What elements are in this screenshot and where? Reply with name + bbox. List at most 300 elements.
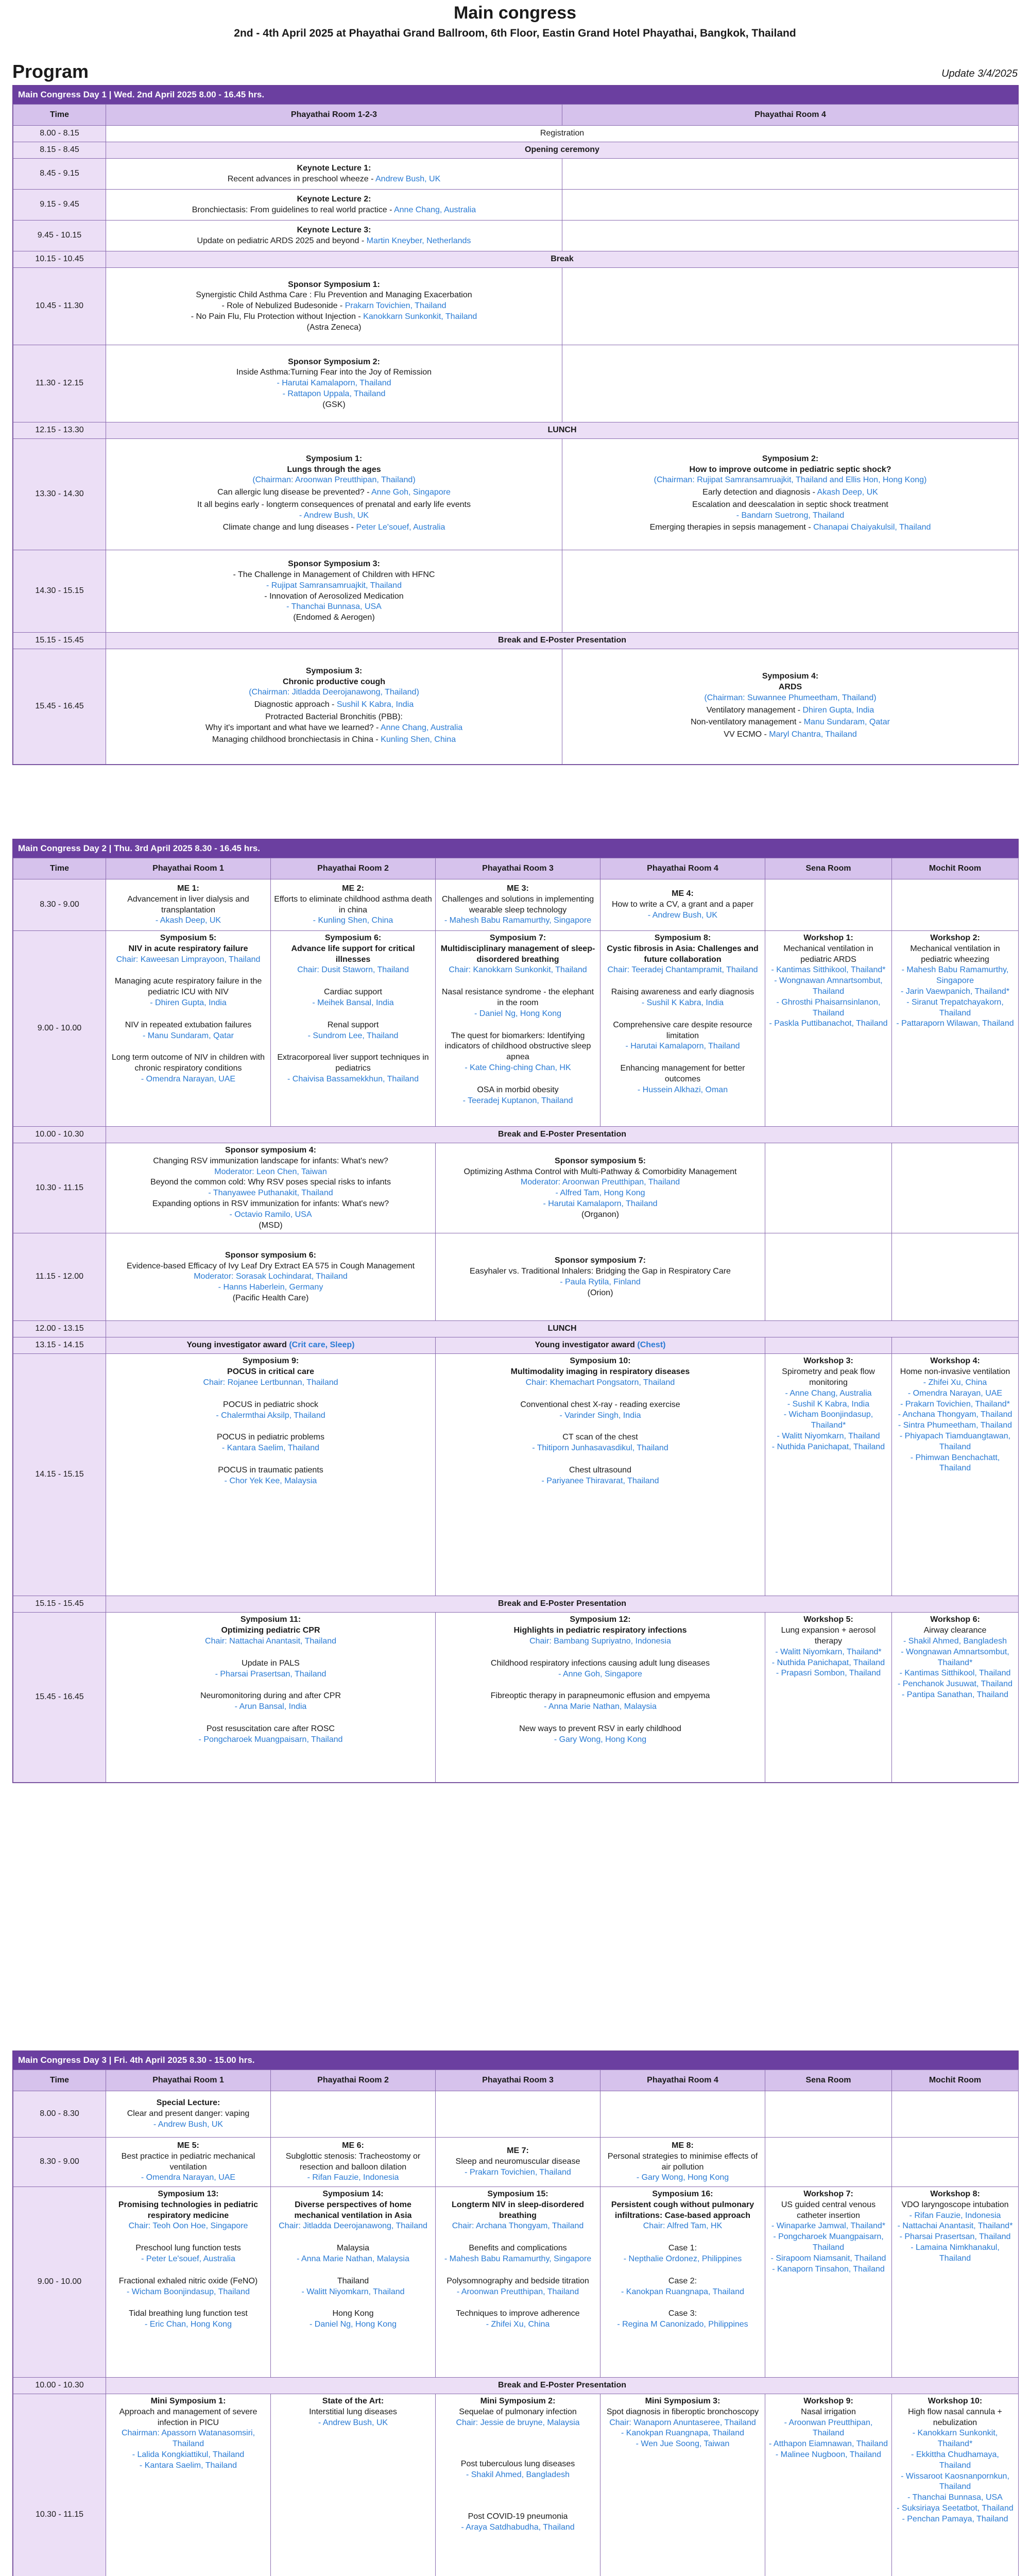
day3-section xyxy=(12,2050,1019,2576)
talk-title: Best practice in pediatric mechanical ventilation xyxy=(121,2151,255,2172)
speaker: - Anna Marie Nathan, Malaysia xyxy=(297,2254,409,2263)
talk-title: Personal strategies to minimise effects of air pollution xyxy=(607,2151,758,2172)
faculty-list: - Mahesh Babu Ramamurthy, Singapore - Jarin Vaewpanich, Thailand* - Siranut Trepatchayakorn, Thailand - Pattaraporn Wilawan, Thailand xyxy=(896,965,1014,1028)
speaker: Andrew Bush, UK xyxy=(375,174,441,183)
session-subtitle: Approach and management of severe infection in PICU xyxy=(119,2407,258,2427)
session-title: Workshop 1: xyxy=(803,934,853,942)
talk-title: Post tuberculous lung diseases xyxy=(460,2460,575,2469)
chairman: Chair: Teeradej Chantampramit, Thailand xyxy=(607,965,758,975)
session-subtitle: Promising technologies in pediatric respiratory medicine xyxy=(118,2200,259,2220)
session-title: Sponsor symposium 5: xyxy=(555,1156,646,1165)
faculty-list: - Kanokkarn Sunkonkit, Thailand* - Ekkittha Chudhamaya, Thailand - Wissaroot Kaosnanpornkun, Thailand - Thanchai Bunnasa, USA - Suksiriaya Seetatbot, Thailand - Penchan Pamaya, Thailand xyxy=(897,2429,1014,2523)
talk-item xyxy=(604,2276,762,2298)
faculty-list: - Winaparke Jamwal, Thailand* - Pongcharoek Muangpaisarn, Thailand - Sirapoom Niamsanit, Thailand - Kanaporn Tinsahon, Thailand xyxy=(770,2222,886,2274)
session-subtitle: Longterm NIV in sleep-disordered breathing xyxy=(452,2200,584,2220)
chairman: Chair: Dusit Staworn, Thailand xyxy=(297,965,409,975)
session-title: ME 6: xyxy=(342,2141,364,2150)
faculty-list: Chair: Wanaporn Anuntaseree, Thailand - Kanokpan Ruangnapa, Thailand - Wen Jue Soong, Taiwan xyxy=(609,2418,756,2449)
award-track: (Crit care, Sleep) xyxy=(289,1341,355,1350)
session-subtitle: Home non-invasive ventilation xyxy=(900,1367,1010,1377)
keynote-2 xyxy=(106,190,562,221)
time-cell: 12.00 - 13.15 xyxy=(13,1321,106,1337)
talk-title: Preschool lung function tests xyxy=(135,2244,241,2253)
talk-title: Post COVID-19 pneumonia xyxy=(468,2512,568,2521)
speaker: - Mahesh Babu Ramamurthy, Singapore xyxy=(444,2254,592,2263)
session-title: ME 3: xyxy=(507,884,529,893)
talk-title: Advancement in liver dialysis and transplantation xyxy=(127,894,249,914)
speaker: - Kunling Shen, China xyxy=(313,916,393,925)
talk-title: Tidal breathing lung function test xyxy=(129,2309,248,2318)
session-subtitle: US guided central venous catheter insertion xyxy=(781,2200,876,2220)
speaker: - Harutai Kamalaporn, Thailand xyxy=(277,379,391,388)
session-subtitle: ARDS xyxy=(778,682,802,691)
me-session xyxy=(271,2138,436,2187)
speaker: - Gary Wong, Hong Kong xyxy=(554,1735,647,1744)
talk-title: Easyhaler vs. Traditional Inhalers: Bridging the Gap in Respiratory Care xyxy=(470,1267,731,1276)
talk-item xyxy=(439,2512,597,2533)
talk-item xyxy=(439,2309,597,2330)
talk-title: Post resuscitation care after ROSC xyxy=(207,1724,335,1733)
empty-cell xyxy=(562,345,1019,422)
speaker: - Arun Bansal, India xyxy=(234,1702,307,1711)
workshop xyxy=(765,1613,892,1783)
time-cell: 10.30 - 11.15 xyxy=(13,2394,106,2576)
talk-item xyxy=(274,2309,432,2330)
talk-title: Evidence-based Efficacy of Ivy Leaf Dry Extract EA 575 in Cough Management xyxy=(126,1261,415,1270)
faculty-list: - Zhifei Xu, China - Omendra Narayan, UAE - Prakarn Tovichien, Thailand* - Anchana Thongyam, Thailand - Sintra Phumeetham, Thailand - Phiyapach Tiamduangtawan, Thailand - Phimwan Benchachatt, Thailand xyxy=(898,1378,1012,1473)
time-cell: 8.00 - 8.15 xyxy=(13,126,106,142)
talk-item xyxy=(604,1063,762,1095)
talk-item xyxy=(109,2309,267,2330)
th-room: Mochit Room xyxy=(892,858,1019,879)
talk-item xyxy=(439,1465,762,1487)
speaker: Kunling Shen, China xyxy=(381,735,456,744)
session-subtitle: VDO laryngoscope intubation xyxy=(901,2200,1009,2209)
talk-title: Expanding options in RSV immunization for infants: What's new? xyxy=(152,1199,389,1208)
speaker: - Meihek Bansal, India xyxy=(312,998,394,1007)
session-title: State of the Art: xyxy=(322,2397,384,2405)
speaker: - Daniel Ng, Hong Kong xyxy=(474,1009,561,1018)
talk-title: Malaysia xyxy=(336,2244,370,2253)
speaker: - Andrew Bush, UK xyxy=(153,2120,224,2129)
session-subtitle: NIV in acute respiratory failure xyxy=(128,944,248,953)
chairman: Chair: Bambang Supriyatno, Indonesia xyxy=(529,1636,671,1646)
session-title: Symposium 1: xyxy=(305,454,363,463)
session-subtitle: Advance life support for critical illnesses xyxy=(291,944,415,964)
talk-item xyxy=(439,1432,762,1454)
talk-title: POCUS in pediatric problems xyxy=(217,1433,324,1442)
speaker: - Araya Satdhabudha, Thailand xyxy=(461,2522,575,2532)
faculty-list: - Kantimas Sitthikool, Thailand* - Wongnawan Amnartsombut, Thailand - Ghrosthi Phaisarnsinlanon, Thailand - Paskla Puttibanachot, Thailand xyxy=(769,965,888,1028)
talk-title: Benefits and complications xyxy=(469,2244,567,2253)
time-cell: 8.45 - 9.15 xyxy=(13,159,106,190)
session-subtitle: Lung expansion + aerosol therapy xyxy=(781,1626,876,1646)
speaker: - Nepthalie Ordonez, Philippines xyxy=(623,2254,742,2263)
session-subtitle: Cystic fibrosis in Asia: Challenges and future collaboration xyxy=(607,944,759,964)
th-room: Phayathai Room 1 xyxy=(106,858,271,879)
keynote-1 xyxy=(106,159,562,190)
speaker: - Hussein Alkhazi, Oman xyxy=(637,1085,728,1094)
chairman: Chair: Rojanee Lertbunnan, Thailand xyxy=(203,1378,338,1387)
talk-title: Cardiac support xyxy=(324,988,382,997)
talk-title: Case 3: xyxy=(668,2309,697,2318)
talk-title: Escalation and deescalation in septic shock treatment xyxy=(692,500,888,509)
speaker: Manu Sundaram, Qatar xyxy=(803,718,890,727)
session-title: Mini Symposium 3: xyxy=(645,2397,720,2405)
workshop xyxy=(892,1354,1019,1596)
talk-title: (Organon) xyxy=(581,1210,619,1219)
session-title: Symposium 10: xyxy=(570,1357,631,1366)
me-session xyxy=(271,879,436,931)
speaker: Anne Goh, Singapore xyxy=(371,488,451,497)
talk-title: Recent advances in preschool wheeze - xyxy=(227,174,375,183)
talk-item xyxy=(439,1400,762,1421)
talk-title: Renal support xyxy=(327,1020,379,1029)
th-room: Sena Room xyxy=(765,858,892,879)
day3-table xyxy=(13,2070,1019,2576)
talk-item xyxy=(109,2276,267,2298)
speaker: - Andrew Bush, UK xyxy=(299,511,369,520)
talk-title: How to write a CV, a grant and a paper xyxy=(611,900,754,909)
session-subtitle: Interstitial lung diseases xyxy=(309,2407,397,2416)
talk-title: Can allergic lung disease be prevented? - xyxy=(217,488,371,497)
faculty-list: Chairman: Apassorn Watanasomsiri, Thailand - Lalida Kongkiattikul, Thailand - Kantara Saelim, Thailand xyxy=(121,2429,255,2470)
empty-cell xyxy=(600,2091,765,2138)
speaker: - Harutai Kamalaporn, Thailand xyxy=(543,1199,658,1208)
talk-item xyxy=(439,1658,762,1680)
th-room: Phayathai Room 3 xyxy=(436,858,600,879)
talk-title: It all begins early - longterm consequences of prenatal and early life events xyxy=(197,500,471,509)
workshop xyxy=(765,2394,892,2576)
me-session xyxy=(600,2138,765,2187)
session-subtitle: Sequelae of pulmonary infection xyxy=(459,2407,577,2416)
talk-item xyxy=(604,987,762,1009)
talk-title: Beyond the common cold: Why RSV poses special risks to infants xyxy=(150,1178,391,1187)
chairman: Chair: Alfred Tam, HK xyxy=(643,2222,723,2231)
speaker: - Daniel Ng, Hong Kong xyxy=(310,2320,397,2329)
session-title: Workshop 3: xyxy=(803,1357,853,1366)
symposium xyxy=(106,2187,271,2378)
speaker: - Chor Yek Kee, Malaysia xyxy=(224,1476,317,1485)
th-room: Phayathai Room 1 xyxy=(106,2070,271,2091)
speaker: Peter Le'souef, Australia xyxy=(356,523,445,532)
th-room: Phayathai Room 2 xyxy=(271,858,436,879)
time-cell: 8.30 - 9.00 xyxy=(13,879,106,931)
session-title: ME 7: xyxy=(507,2146,529,2156)
speaker: - Alfred Tam, Hong Kong xyxy=(555,1189,645,1198)
talk-title: Hong Kong xyxy=(332,2309,374,2318)
talk-title: Subglottic stenosis: Tracheostomy or resection and balloon dilation xyxy=(285,2151,421,2172)
empty-cell xyxy=(562,221,1019,251)
award-title: Young investigator award xyxy=(535,1341,638,1350)
break-row: Break and E-Poster Presentation xyxy=(106,1127,1019,1143)
speaker: Chanapai Chaiyakulsil, Thailand xyxy=(813,523,931,532)
session-subtitle: Diverse perspectives of home mechanical ventilation in Asia xyxy=(294,2200,412,2220)
sponsor-symposium xyxy=(106,1143,436,1233)
talk-item xyxy=(274,2243,432,2265)
talk-item xyxy=(274,2276,432,2298)
speaker: Anne Chang, Australia xyxy=(380,723,463,732)
session-title: Keynote Lecture 3: xyxy=(297,225,371,234)
symposium xyxy=(271,931,436,1127)
session-subtitle: Nasal irrigation xyxy=(801,2407,856,2416)
talk-title: Inside Asthma:Turning Fear into the Joy of Remission xyxy=(236,368,432,377)
speaker: - Wicham Boonjindasup, Thailand xyxy=(127,2287,250,2296)
talk-title: POCUS in pediatric shock xyxy=(223,1400,318,1409)
speaker: - Thanchai Bunnasa, USA xyxy=(286,602,382,612)
time-cell: 13.30 - 14.30 xyxy=(13,439,106,550)
faculty-list: - Andrew Bush, UK xyxy=(318,2418,388,2427)
workshop xyxy=(892,2394,1019,2576)
session-title: Mini Symposium 1: xyxy=(150,2397,226,2405)
me-session xyxy=(436,879,600,931)
chairman: (Chairman: Jitladda Deerojanawong, Thailand) xyxy=(249,688,419,697)
talk-item xyxy=(109,1658,432,1680)
speaker: Anne Chang, Australia xyxy=(393,205,476,214)
chairman: Chair: Jitladda Deerojanawong, Thailand xyxy=(279,2222,427,2231)
speaker: - Anne Goh, Singapore xyxy=(558,1669,642,1679)
mini-symposium xyxy=(600,2394,765,2576)
session-title: Workshop 7: xyxy=(803,2190,853,2198)
session-title: Sponsor symposium 6: xyxy=(225,1250,316,1260)
speaker: - Zhifei Xu, China xyxy=(486,2320,550,2329)
session-title: Workshop 9: xyxy=(803,2397,853,2405)
speaker: Dhiren Gupta, India xyxy=(802,705,874,715)
speaker: - Kantara Saelim, Thailand xyxy=(221,1444,320,1453)
chairman: Chair: Nattachai Anantasit, Thailand xyxy=(205,1636,336,1646)
symposium xyxy=(106,1354,436,1596)
talk-item xyxy=(439,1085,597,1107)
sponsor-symposium-1 xyxy=(106,268,562,345)
speaker: - Paula Rytila, Finland xyxy=(560,1277,641,1286)
talk-title: Raising awareness and early diagnosis xyxy=(611,988,754,997)
break-row: Break and E-Poster Presentation xyxy=(106,1596,1019,1613)
talk-title: Challenges and solutions in implementing wearable sleep technology xyxy=(441,894,594,914)
th-time: Time xyxy=(13,2070,106,2091)
th-room: Phayathai Room 4 xyxy=(600,2070,765,2091)
session-title: Sponsor Symposium 2: xyxy=(288,357,380,366)
session-title: Symposium 4: xyxy=(762,672,819,681)
talk-item xyxy=(604,2309,762,2330)
session-title: Symposium 9: xyxy=(242,1357,299,1366)
sponsor-symposium xyxy=(436,1233,765,1321)
time-cell: 14.30 - 15.15 xyxy=(13,550,106,633)
symposium xyxy=(600,2187,765,2378)
talk-title: (Pacific Health Care) xyxy=(232,1294,309,1303)
symposium-2 xyxy=(562,439,1019,550)
speaker: - Hanns Haberlein, Germany xyxy=(218,1283,323,1292)
speaker: - Shakil Ahmed, Bangladesh xyxy=(466,2470,570,2480)
speaker: - Andrew Bush, UK xyxy=(647,910,718,920)
talk-title: The quest for biomarkers: Identifying indicators of childhood obstructive sleep apnea xyxy=(444,1031,591,1062)
empty-cell xyxy=(765,2138,892,2187)
time-cell: 10.00 - 10.30 xyxy=(13,2378,106,2394)
speaker: - Pharsai Prasertsan, Thailand xyxy=(215,1669,327,1679)
sponsor-name: (Astra Zeneca) xyxy=(306,323,362,332)
talk-item xyxy=(274,1020,432,1042)
time-cell: 15.45 - 16.45 xyxy=(13,649,106,765)
talk-title: Neuromonitoring during and after CPR xyxy=(200,1691,341,1701)
empty-cell xyxy=(892,1337,1019,1354)
session-title: Symposium 16: xyxy=(652,2190,713,2198)
empty-cell xyxy=(271,2091,436,2138)
symposium-3 xyxy=(106,649,562,765)
symposium-4 xyxy=(562,649,1019,765)
talk-item xyxy=(439,987,597,1019)
me-session xyxy=(600,879,765,931)
day2-table xyxy=(13,858,1019,1783)
speaker: - Thitiporn Junhasavasdikul, Thailand xyxy=(532,1444,668,1453)
sponsor-symposium-3 xyxy=(106,550,562,633)
talk-item xyxy=(604,1020,762,1052)
talk-title: CT scan of the chest xyxy=(562,1433,638,1442)
young-investigator-award xyxy=(436,1337,765,1354)
talk-title: Extracorporeal liver support techniques in pediatrics xyxy=(277,1053,429,1073)
session-title: Symposium 5: xyxy=(160,934,217,942)
empty-cell xyxy=(765,2091,892,2138)
symposium-1 xyxy=(106,439,562,550)
empty-cell xyxy=(562,550,1019,633)
talk-item xyxy=(109,2243,267,2265)
chairman: Chair: Kaweesan Limprayoon, Thailand xyxy=(116,955,261,964)
talk-title: Childhood respiratory infections causing adult lung diseases xyxy=(490,1658,710,1668)
session-title: Keynote Lecture 2: xyxy=(297,194,371,204)
session-title: ME 2: xyxy=(342,884,364,893)
day1-table xyxy=(13,104,1019,765)
session-title: Symposium 14: xyxy=(322,2190,384,2198)
time-cell: 10.00 - 10.30 xyxy=(13,1127,106,1143)
chairman: Chair: Teoh Oon Hoe, Singapore xyxy=(128,2222,248,2231)
talk-title: Long term outcome of NIV in children with chronic respiratory conditions xyxy=(111,1053,265,1073)
speaker: - Regina M Canonizado, Philippines xyxy=(617,2320,748,2329)
speaker: - Octavio Ramilo, USA xyxy=(229,1210,312,1219)
talk-title: Non-ventilatory management - xyxy=(691,718,804,727)
speaker: - Rujipat Samransamruajkit, Thailand xyxy=(266,581,402,590)
sponsor-name: (Endomed & Aerogen) xyxy=(293,613,375,622)
lunch-row: LUNCH xyxy=(106,422,1019,439)
session-title: Workshop 6: xyxy=(930,1615,980,1624)
update-date: Update 3/4/2025 xyxy=(941,68,1018,79)
talk-title: Ventilatory management - xyxy=(706,705,803,715)
speaker: - Walitt Niyomkarn, Thailand xyxy=(301,2287,405,2296)
session-subtitle: Chronic productive cough xyxy=(282,677,386,686)
talk-title: Diagnostic approach - xyxy=(254,700,337,709)
speaker: - Manu Sundaram, Qatar xyxy=(143,1031,234,1040)
th-room: Phayathai Room 4 xyxy=(600,858,765,879)
speaker: - Prakarn Tovichien, Thailand xyxy=(465,2167,571,2177)
talk-title: OSA in morbid obesity xyxy=(477,1085,559,1094)
symposium xyxy=(106,931,271,1127)
talk-item xyxy=(604,2243,762,2265)
session-subtitle: Airway clearance xyxy=(923,1626,987,1635)
symposium xyxy=(271,2187,436,2378)
talk-item xyxy=(109,976,267,1008)
session-title: Sponsor Symposium 1: xyxy=(288,280,380,289)
talk-title: Thailand xyxy=(337,2276,369,2285)
session-title: Symposium 12: xyxy=(570,1615,631,1624)
talk-item xyxy=(439,1691,762,1713)
talk-title: Case 2: xyxy=(668,2276,697,2285)
talk-title: Update in PALS xyxy=(242,1658,300,1668)
award-title: Young investigator award xyxy=(186,1341,289,1350)
talk-title: Optimizing Asthma Control with Multi-Pathway & Comorbidity Management xyxy=(464,1167,737,1176)
talk-item xyxy=(109,1691,432,1713)
empty-cell xyxy=(562,159,1019,190)
talk-title: Nasal resistance syndrome - the elephant in the room xyxy=(441,988,594,1007)
empty-cell xyxy=(892,1233,1019,1321)
opening-ceremony: Opening ceremony xyxy=(106,142,1019,159)
symposium xyxy=(436,931,600,1127)
talk-title: NIV in repeated extubation failures xyxy=(125,1020,252,1029)
talk-title: Polysomnography and bedside titration xyxy=(447,2276,589,2285)
speaker: Moderator: Aroonwan Preutthipan, Thailand xyxy=(520,1178,680,1187)
time-cell: 10.30 - 11.15 xyxy=(13,1143,106,1233)
speaker: Martin Kneyber, Netherlands xyxy=(366,236,471,245)
th-room: Phayathai Room 1-2-3 xyxy=(106,105,562,126)
session-title: Workshop 5: xyxy=(803,1615,853,1624)
time-cell: 15.15 - 15.45 xyxy=(13,1596,106,1613)
session-title: Workshop 2: xyxy=(930,934,980,942)
session-title: Symposium 7: xyxy=(489,934,546,942)
me-session xyxy=(106,879,271,931)
break-row: Break xyxy=(106,251,1019,268)
session-subtitle: Spirometry and peak flow monitoring xyxy=(782,1367,875,1387)
state-of-the-art xyxy=(271,2394,436,2576)
keynote-3 xyxy=(106,221,562,251)
talk-title: Comprehensive care despite resource limitation xyxy=(613,1020,752,1040)
session-title: Mini Symposium 2: xyxy=(480,2397,556,2405)
young-investigator-award xyxy=(106,1337,436,1354)
talk-title: New ways to prevent RSV in early childhood xyxy=(519,1724,681,1733)
speaker: Akash Deep, UK xyxy=(817,488,878,497)
speaker: - Bandarn Suetrong, Thailand xyxy=(736,511,845,520)
speaker: - Thanyawee Puthanakit, Thailand xyxy=(208,1189,333,1198)
session-title: Symposium 8: xyxy=(654,934,711,942)
speaker: - Chalermthai Aksilp, Thailand xyxy=(216,1411,325,1420)
talk-title: Case 1: xyxy=(668,2244,697,2253)
talk-item xyxy=(109,1400,432,1421)
me-session xyxy=(106,2138,271,2187)
sponsor-name: (GSK) xyxy=(322,400,346,409)
session-subtitle: Lungs through the ages xyxy=(287,465,381,474)
session-title: Sponsor symposium 4: xyxy=(225,1146,316,1155)
lunch-row: LUNCH xyxy=(106,1321,1019,1337)
speaker: Moderator: Leon Chen, Taiwan xyxy=(214,1167,327,1176)
speaker: - Chaivisa Bassamekkhun, Thailand xyxy=(287,1074,419,1083)
talk-item xyxy=(439,2243,597,2265)
talk-item xyxy=(109,1432,432,1454)
talk-title: Managing childhood bronchiectasis in China - xyxy=(212,735,381,744)
talk-title: Managing acute respiratory failure in the pediatric ICU with NIV xyxy=(114,977,262,997)
symposium xyxy=(436,1354,765,1596)
workshop xyxy=(892,1613,1019,1783)
mini-symposium xyxy=(106,2394,271,2576)
session-title: Workshop 10: xyxy=(928,2397,983,2405)
speaker: - Harutai Kamalaporn, Thailand xyxy=(625,1042,740,1051)
session-subtitle: Mechanical ventilation in pediatric ARDS xyxy=(783,944,873,964)
empty-cell xyxy=(436,2091,600,2138)
session-title: ME 8: xyxy=(672,2141,694,2150)
talk-title: VV ECMO - xyxy=(724,730,769,739)
speaker: - Gary Wong, Hong Kong xyxy=(636,2173,729,2182)
empty-cell xyxy=(892,1143,1019,1233)
talk-item xyxy=(274,1053,432,1084)
break-row: Break and E-Poster Presentation xyxy=(106,2378,1019,2394)
sponsor-symposium xyxy=(106,1233,436,1321)
symposium xyxy=(106,1613,436,1783)
speaker: - Omendra Narayan, UAE xyxy=(141,1074,236,1083)
talk-title: Techniques to improve adherence xyxy=(456,2309,580,2318)
